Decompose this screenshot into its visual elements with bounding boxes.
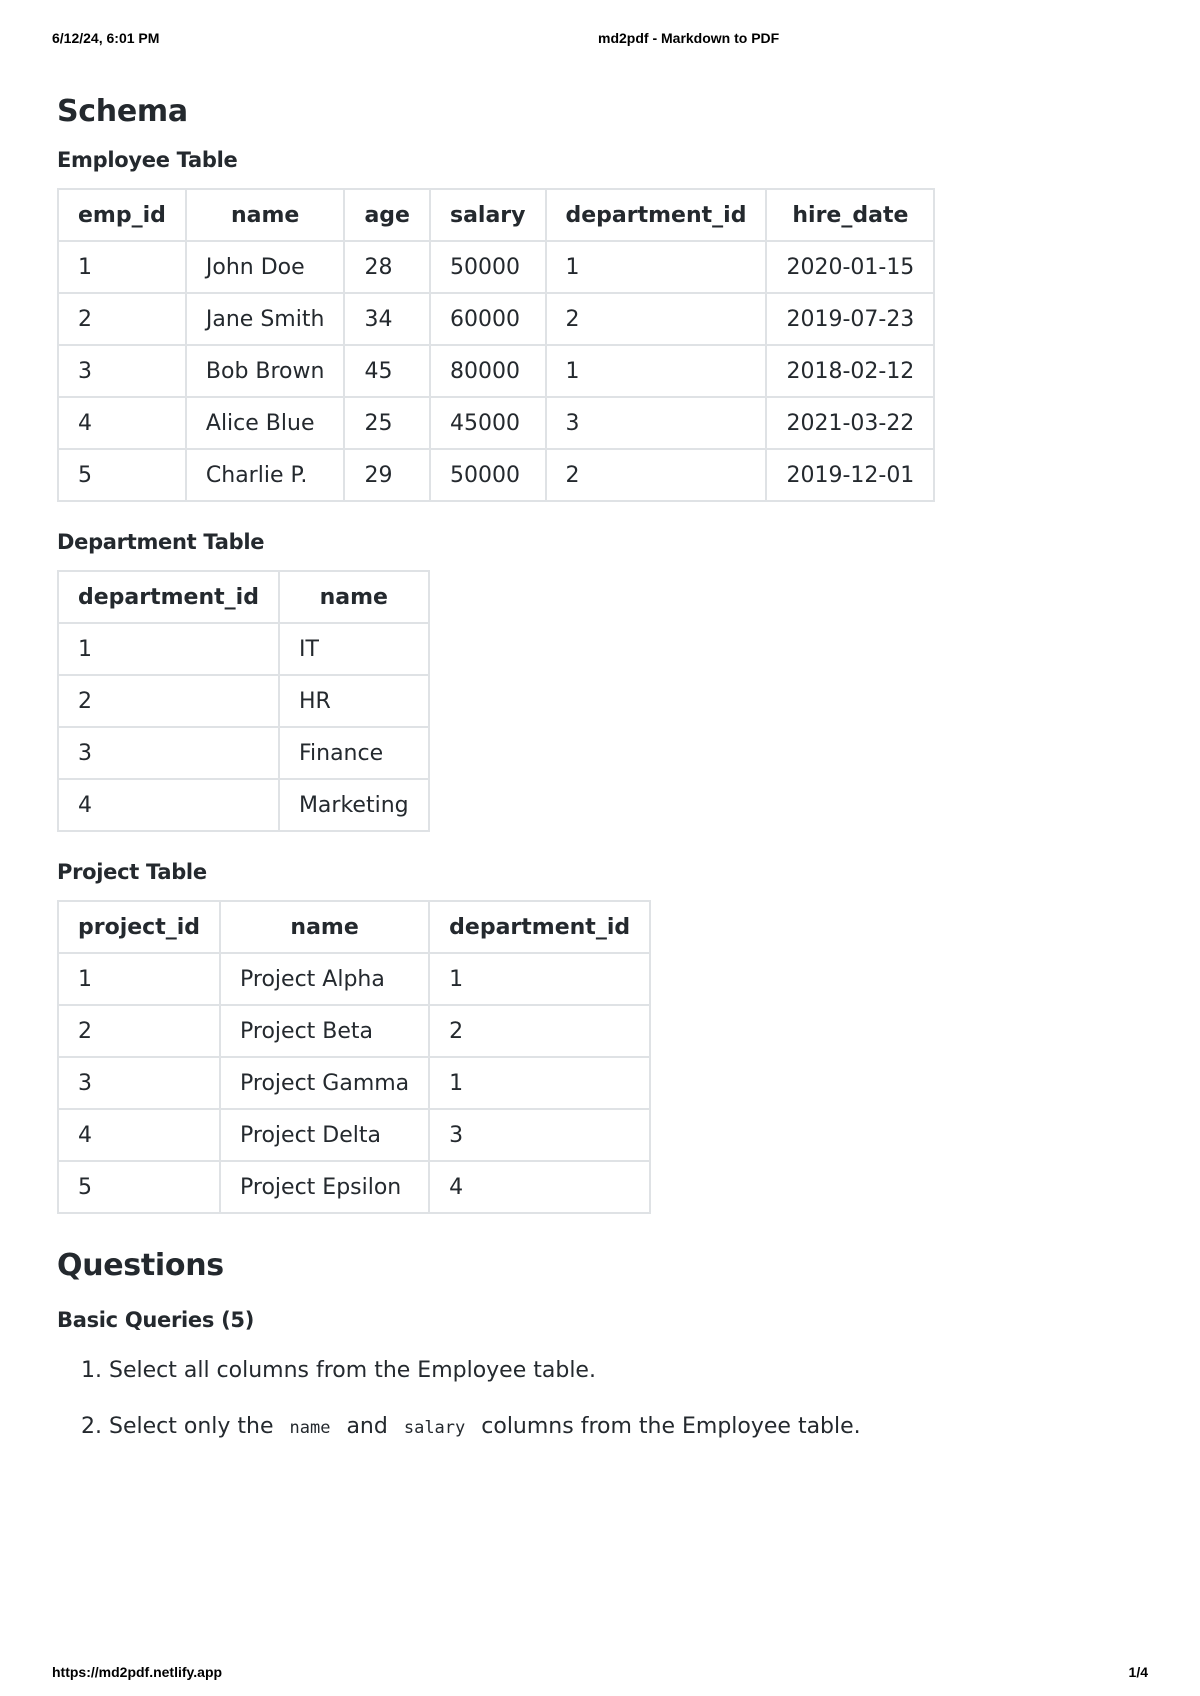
project-table-title: Project Table xyxy=(57,860,207,884)
column-header: project_id xyxy=(58,901,220,953)
document-body xyxy=(57,92,1147,1443)
table-cell: Project Alpha xyxy=(220,953,429,1005)
table-cell: 2 xyxy=(58,675,279,727)
table-cell: 1 xyxy=(429,953,650,1005)
table-cell: HR xyxy=(279,675,429,727)
table-cell: 2 xyxy=(58,1005,220,1057)
employee-table xyxy=(57,188,935,502)
table-cell: 45000 xyxy=(430,397,546,449)
table-cell: 29 xyxy=(344,449,430,501)
table-cell: 1 xyxy=(58,953,220,1005)
table-row xyxy=(58,449,934,501)
basic-queries-title: Basic Queries (5) xyxy=(57,1308,254,1332)
table-cell: 45 xyxy=(344,345,430,397)
list-item-text: columns from the Employee table. xyxy=(481,1414,861,1439)
inline-code: salary xyxy=(403,1418,466,1438)
column-header: salary xyxy=(430,189,546,241)
print-footer xyxy=(52,1664,1148,1684)
column-header: emp_id xyxy=(58,189,186,241)
table-cell: 3 xyxy=(429,1109,650,1161)
table-cell: 2 xyxy=(429,1005,650,1057)
table-cell: 2019-07-23 xyxy=(766,293,934,345)
column-header: name xyxy=(186,189,345,241)
table-row xyxy=(58,779,429,831)
table-cell: 2 xyxy=(546,293,767,345)
department-table xyxy=(57,570,430,832)
table-cell: Alice Blue xyxy=(186,397,345,449)
list-item-text: Select only the xyxy=(109,1414,274,1439)
table-cell: 1 xyxy=(546,241,767,293)
table-row xyxy=(58,727,429,779)
table-row xyxy=(58,293,934,345)
table-cell: Project Epsilon xyxy=(220,1161,429,1213)
table-cell: 4 xyxy=(58,1109,220,1161)
questions-heading: Questions xyxy=(57,1248,224,1283)
table-row xyxy=(58,1109,650,1161)
table-cell: 5 xyxy=(58,1161,220,1213)
table-cell: IT xyxy=(279,623,429,675)
table-cell: 2020-01-15 xyxy=(766,241,934,293)
table-cell: 2 xyxy=(546,449,767,501)
table-cell: 4 xyxy=(58,779,279,831)
page-number: 1/4 xyxy=(1128,1664,1148,1680)
column-header: name xyxy=(220,901,429,953)
basic-queries-list xyxy=(57,1356,1147,1443)
table-cell: 1 xyxy=(429,1057,650,1109)
table-cell: 34 xyxy=(344,293,430,345)
list-item-number: 2. xyxy=(81,1414,102,1439)
table-cell: 2 xyxy=(58,293,186,345)
table-row xyxy=(58,1057,650,1109)
table-cell: 25 xyxy=(344,397,430,449)
table-cell: 3 xyxy=(58,1057,220,1109)
table-cell: 1 xyxy=(58,623,279,675)
column-header: name xyxy=(279,571,429,623)
column-header: age xyxy=(344,189,430,241)
table-cell: Marketing xyxy=(279,779,429,831)
table-row xyxy=(58,1005,650,1057)
table-cell: 2018-02-12 xyxy=(766,345,934,397)
employee-table-title: Employee Table xyxy=(57,148,238,172)
table-row xyxy=(58,675,429,727)
table-row xyxy=(58,345,934,397)
list-item xyxy=(81,1412,1147,1443)
project-table xyxy=(57,900,651,1214)
table-cell: Bob Brown xyxy=(186,345,345,397)
table-cell: Project Delta xyxy=(220,1109,429,1161)
table-cell: 2019-12-01 xyxy=(766,449,934,501)
table-cell: 1 xyxy=(58,241,186,293)
table-cell: Project Gamma xyxy=(220,1057,429,1109)
table-cell: 5 xyxy=(58,449,186,501)
table-cell: 4 xyxy=(58,397,186,449)
table-cell: 1 xyxy=(546,345,767,397)
table-row xyxy=(58,1161,650,1213)
table-header-row xyxy=(58,901,650,953)
print-date: 6/12/24, 6:01 PM xyxy=(52,30,160,46)
print-document-title: md2pdf - Markdown to PDF xyxy=(598,30,780,46)
column-header: hire_date xyxy=(766,189,934,241)
table-cell: 60000 xyxy=(430,293,546,345)
table-cell: 3 xyxy=(58,727,279,779)
schema-heading: Schema xyxy=(57,94,188,129)
list-item-number: 1. xyxy=(81,1358,102,1383)
table-cell: 28 xyxy=(344,241,430,293)
inline-code: name xyxy=(289,1418,331,1438)
table-cell: Finance xyxy=(279,727,429,779)
print-url: https://md2pdf.netlify.app xyxy=(52,1664,223,1680)
list-item xyxy=(81,1356,1147,1386)
column-header: department_id xyxy=(58,571,279,623)
table-row xyxy=(58,623,429,675)
table-header-row xyxy=(58,189,934,241)
table-cell: 3 xyxy=(58,345,186,397)
list-item-text: and xyxy=(346,1414,388,1439)
table-row xyxy=(58,953,650,1005)
list-item-text: Select all columns from the Employee table. xyxy=(109,1358,596,1383)
print-header xyxy=(52,30,1148,50)
table-cell: Jane Smith xyxy=(186,293,345,345)
department-table-title: Department Table xyxy=(57,530,265,554)
table-cell: 80000 xyxy=(430,345,546,397)
table-row xyxy=(58,397,934,449)
table-cell: Project Beta xyxy=(220,1005,429,1057)
table-cell: 50000 xyxy=(430,241,546,293)
column-header: department_id xyxy=(429,901,650,953)
table-row xyxy=(58,241,934,293)
table-cell: 3 xyxy=(546,397,767,449)
table-header-row xyxy=(58,571,429,623)
table-cell: 50000 xyxy=(430,449,546,501)
table-cell: Charlie P. xyxy=(186,449,345,501)
column-header: department_id xyxy=(546,189,767,241)
table-cell: 4 xyxy=(429,1161,650,1213)
table-cell: 2021-03-22 xyxy=(766,397,934,449)
table-cell: John Doe xyxy=(186,241,345,293)
